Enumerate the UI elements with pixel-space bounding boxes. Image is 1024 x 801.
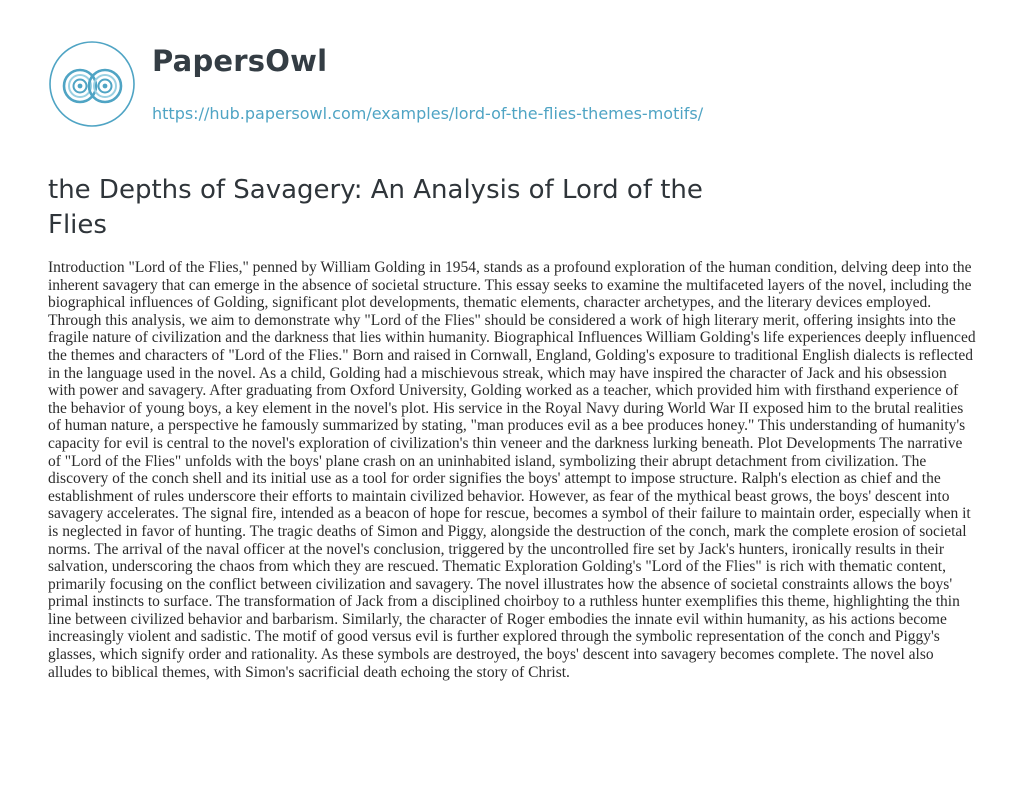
source-url-link[interactable]: https://hub.papersowl.com/examples/lord-of-the-flies-themes-motifs/	[152, 104, 704, 123]
site-header	[48, 40, 988, 140]
owl-eyes-logo-icon	[48, 40, 136, 128]
article-body: Introduction "Lord of the Flies," penned by William Golding in 1954, stands as a profound exploration of the human condition, delving deep into the inherent savagery that can emerge in the absence of societal structure. This essay seeks to examine the multifaceted layers of the novel, including the biographical influences of Golding, significant plot developments, thematic elements, character archetypes, and the literary devices employed. Through this analysis, we aim to demonstrate why "Lord of the Flies" should be considered a work of high literary merit, offering insights into the fragile nature of civilization and the darkness that lies within humanity. Biographical Influences William Golding's life experiences deeply influenced the themes and characters of "Lord of the Flies." Born and raised in Cornwall, England, Golding's exposure to traditional English dialects is reflected in the language used in the novel. As a child, Golding had a mischievous streak, which may have inspired the character of Jack and his obsession with power and savagery. After graduating from Oxford University, Golding worked as a teacher, which provided him with firsthand experience of the behavior of young boys, a key element in the novel's plot. His service in the Royal Navy during World War II exposed him to the brutal realities of human nature, a perspective he famously summarized by stating, "man produces evil as a bee produces honey." This understanding of humanity's capacity for evil is central to the novel's exploration of civilization's thin veneer and the darkness lurking beneath. Plot Developments The narrative of "Lord of the Flies" unfolds with the boys' plane crash on an uninhabited island, symbolizing their abrupt detachment from civilization. The discovery of the conch shell and its initial use as a tool for order signifies the boys' attempt to impose structure. Ralph's election as chief and the establishment of rules underscore their efforts to maintain civilized behavior. However, as fear of the mythical beast grows, the boys' descent into savagery accelerates. The signal fire, intended as a beacon of hope for rescue, becomes a symbol of their failure to maintain order, especially when it is neglected in favor of hunting. The tragic deaths of Simon and Piggy, alongside the destruction of the conch, mark the complete erosion of societal norms. The arrival of the naval officer at the novel's conclusion, triggered by the uncontrolled fire set by Jack's hunters, ironically results in their salvation, underscoring the chaos from which they are rescued. Thematic Exploration Golding's "Lord of the Flies" is rich with thematic content, primarily focusing on the conflict between civilization and savagery. The novel illustrates how the absence of societal constraints allows the boys' primal instincts to surface. The transformation of Jack from a disciplined choirboy to a ruthless hunter exemplifies this theme, highlighting the thin line between civilized behavior and barbarism. Similarly, the character of Roger embodies the innate evil within humanity, as his actions become increasingly violent and sadistic. The motif of good versus evil is further explored through the symbolic representation of the conch and Piggy's glasses, which signify order and rationality. As these symbols are destroyed, the boys' descent into savagery becomes complete. The novel also alludes to biblical themes, with Simon's sacrificial death echoing the story of Christ.	[48, 259, 976, 681]
brand-name[interactable]: PapersOwl	[152, 44, 328, 78]
article-title: the Depths of Savagery: An Analysis of Lord of the Flies	[48, 175, 703, 240]
